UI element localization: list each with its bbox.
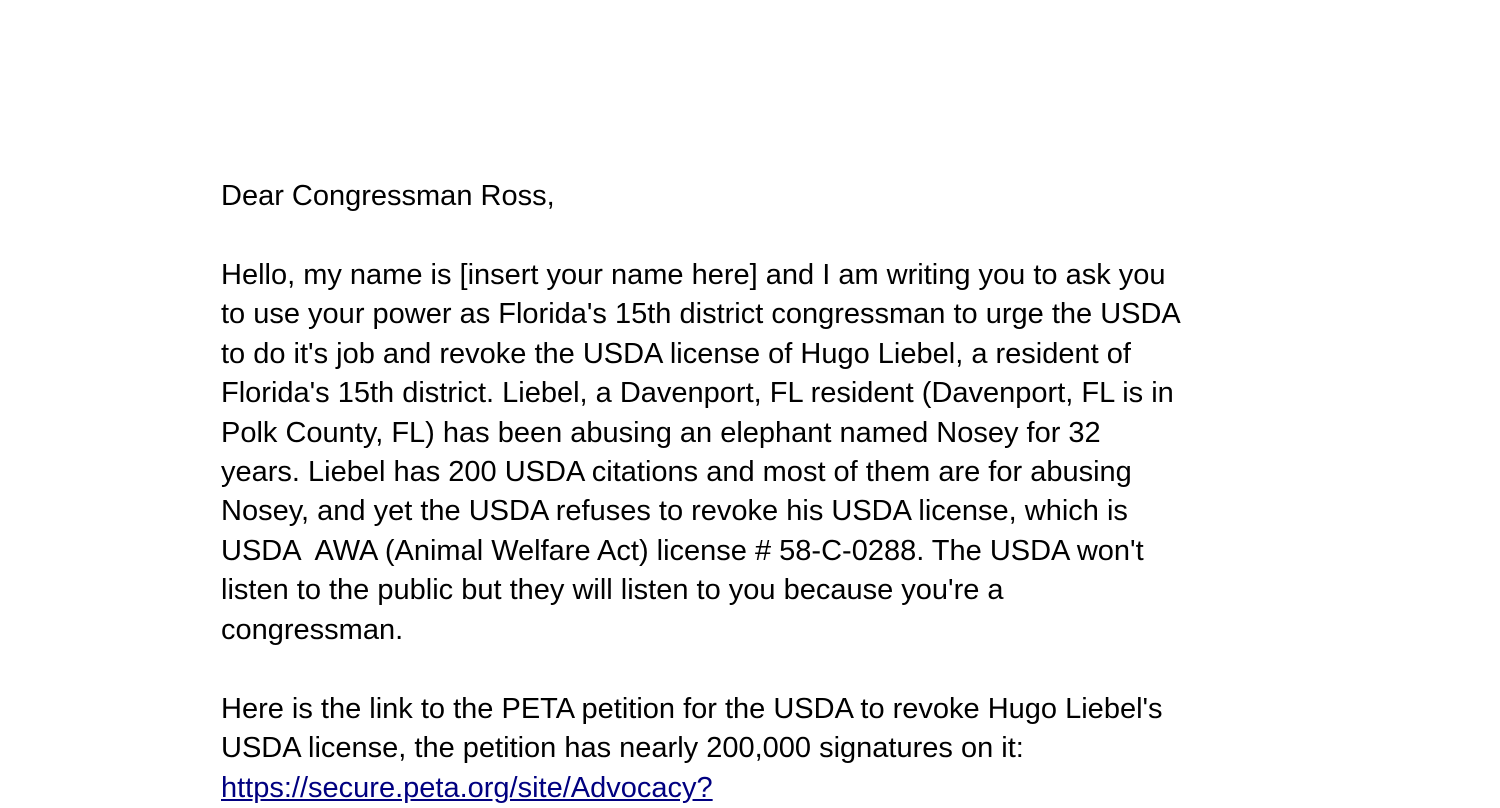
text-line: listen to the public but they will listen to you because you're a xyxy=(221,574,1004,607)
text-line: to use your power as Florida's 15th district congressman to urge the USDA xyxy=(221,298,1181,331)
paragraph-request xyxy=(221,256,1181,650)
salutation-text: Dear Congressman Ross, xyxy=(221,180,555,212)
text-line: to do it's job and revoke the USDA license of Hugo Liebel, a resident of xyxy=(221,337,1131,370)
text-line: Here is the link to the PETA petition for the USDA to revoke Hugo Liebel's xyxy=(221,693,1163,725)
text-line: congressman. xyxy=(221,613,404,646)
text-line: Florida's 15th district. Liebel, a Davenport, FL resident (Davenport, FL is in xyxy=(221,377,1174,410)
text-line: years. Liebel has 200 USDA citations and most of them are for abusing xyxy=(221,456,1132,489)
paragraph-petition xyxy=(221,690,1163,808)
text-line: Polk County, FL) has been abusing an elephant named Nosey for 32 xyxy=(221,416,1101,449)
text-line: Nosey, and yet the USDA refuses to revoke his USDA license, which is xyxy=(221,495,1128,528)
text-line: USDA license, the petition has nearly 200,000 signatures on it: xyxy=(221,732,1024,765)
salutation xyxy=(221,177,555,216)
text-line: Hello, my name is [insert your name here] and I am writing you to ask you xyxy=(221,259,1166,291)
text-line: USDA AWA (Animal Welfare Act) license # 58-C-0288. The USDA won't xyxy=(221,534,1144,567)
petition-link[interactable]: https://secure.peta.org/site/Advocacy? xyxy=(221,771,713,804)
